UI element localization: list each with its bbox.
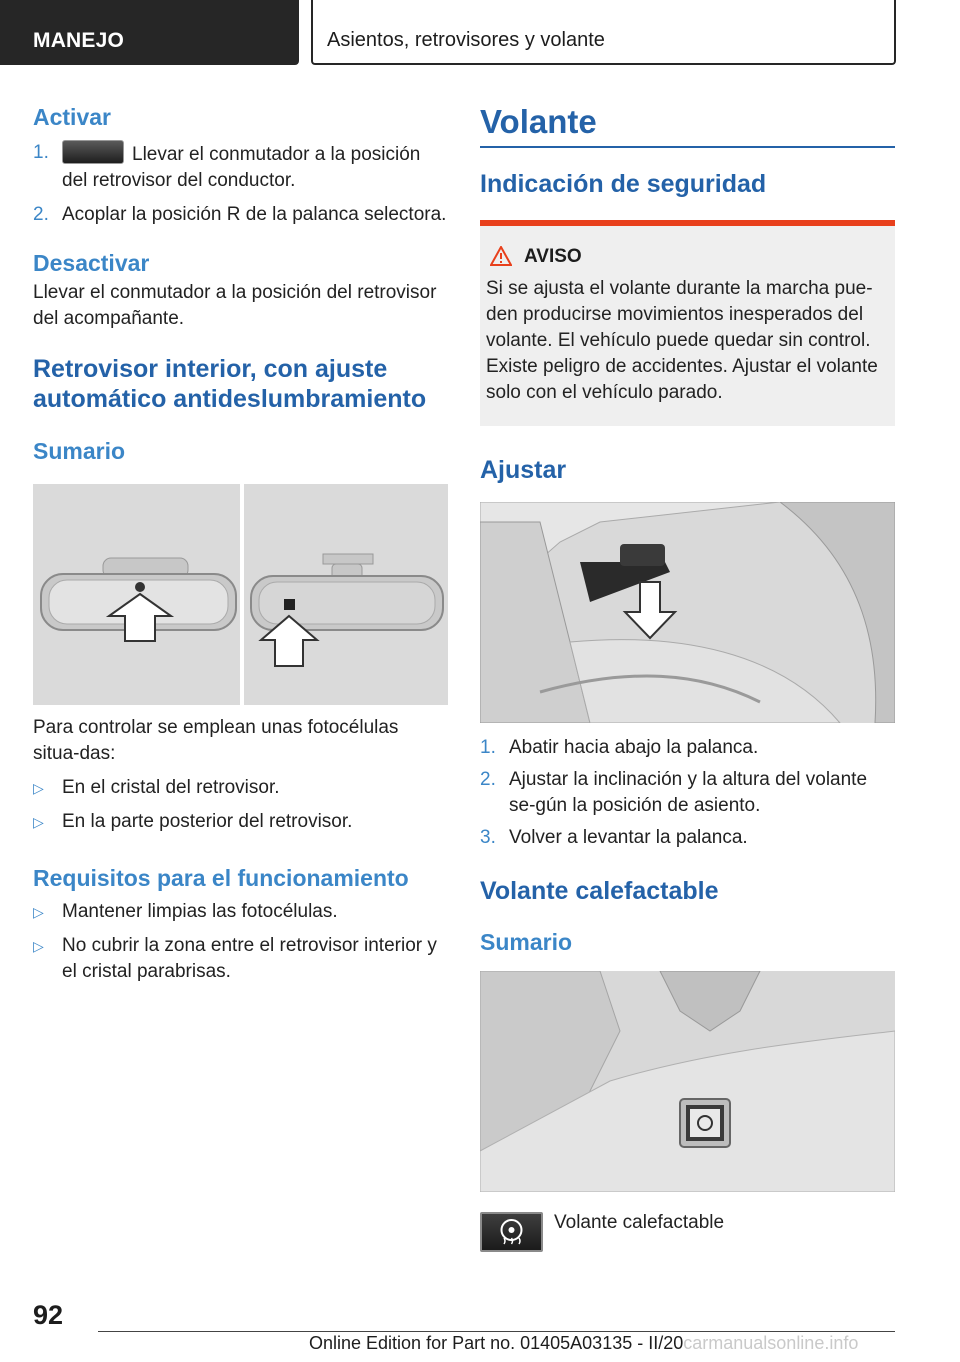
retrovisor-bullets [33, 775, 448, 835]
list-item [33, 899, 448, 925]
watermark: carmanualsonline.info [683, 1333, 859, 1353]
warning-header [486, 246, 881, 270]
retrovisor-intro: Para controlar se emplean unas fotocélulas situa‐das: [33, 717, 399, 764]
step-number: 1. [480, 737, 496, 758]
volante-heading-rule [480, 146, 895, 148]
volante-heading: Volante [480, 103, 597, 140]
bullet-text: No cubrir la zona entre el retrovisor interior y el cristal parabrisas. [62, 935, 437, 982]
ajustar-heading: Ajustar [480, 456, 567, 484]
calefactable-sumario-heading: Sumario [480, 929, 573, 955]
desactivar-text: Llevar el conmutador a la posición del retrovisor del acompañante. [33, 282, 437, 329]
heated-steering-button-illustration [480, 971, 895, 1192]
step-number: 2. [480, 769, 496, 790]
step-text: Abatir hacia abajo la palanca. [509, 737, 759, 758]
triangle-bullet-icon: ▷ [33, 814, 44, 830]
header-chapter-tab [311, 0, 896, 65]
heated-steering-caption: Volante calefactable [554, 1212, 725, 1233]
steering-lever-illustration [480, 502, 895, 723]
step-number: 3. [480, 827, 496, 848]
retrovisor-heading: Retrovisor interior, con ajuste automático antideslumbramiento [33, 355, 427, 413]
header-section-label: MANEJO [33, 29, 125, 52]
step-text: Ajustar la inclinación y la altura del volante se‐gún la posición de asiento. [509, 769, 868, 816]
bullet-text: En el cristal del retrovisor. [62, 777, 280, 798]
list-item [33, 809, 448, 835]
footer-rule [98, 1331, 895, 1332]
ajustar-steps [480, 735, 895, 851]
mirror-illustration [33, 484, 448, 705]
retrovisor-sumario-heading: Sumario [33, 438, 126, 464]
left-column [33, 100, 448, 985]
bullet-text: Mantener limpias las fotocélulas. [62, 901, 338, 922]
warning-triangle-icon [490, 246, 512, 266]
step-text: Acoplar la posición R de la palanca selectora. [62, 204, 447, 225]
list-item [33, 775, 448, 801]
step-number: 2. [33, 204, 49, 225]
activar-steps [33, 140, 448, 228]
list-item [480, 825, 895, 851]
list-item [480, 735, 895, 761]
activar-heading: Activar [33, 104, 111, 130]
footer-edition-text: Online Edition for Part no. 01405A03135 - II/20 [309, 1333, 684, 1353]
list-item [33, 202, 448, 228]
triangle-bullet-icon: ▷ [33, 780, 44, 796]
header-chapter-label: Asientos, retrovisores y volante [327, 29, 605, 51]
footer-edition [309, 1333, 858, 1354]
bullet-text: En la parte posterior del retrovisor. [62, 811, 353, 832]
warning-text: Si se ajusta el volante durante la marcha pue‐den producirse movimientos inesperados del volante. El vehículo puede quedar sin control. Existe peligro de accidentes. Ajustar el volante solo con el vehículo parado. [486, 278, 878, 403]
heated-steering-wheel-icon [480, 1212, 543, 1252]
list-item [33, 140, 448, 194]
seguridad-heading: Indicación de seguridad [480, 170, 767, 198]
warning-label: AVISO [524, 246, 582, 267]
right-column [480, 100, 895, 1256]
desactivar-heading: Desactivar [33, 250, 150, 276]
triangle-bullet-icon: ▷ [33, 904, 44, 920]
calefactable-heading: Volante calefactable [480, 877, 719, 905]
requisitos-bullets [33, 899, 448, 985]
page-number: 92 [33, 1300, 64, 1330]
step-text: Volver a levantar la palanca. [509, 827, 748, 848]
header-section-tab [0, 0, 299, 65]
list-item [33, 933, 448, 985]
step-number: 1. [33, 142, 49, 163]
triangle-bullet-icon: ▷ [33, 938, 44, 954]
heated-steering-legend [480, 1210, 895, 1256]
warning-box [480, 220, 895, 426]
requisitos-heading: Requisitos para el funcionamiento [33, 865, 409, 891]
step-text: Llevar el conmutador a la posición del retrovisor del conductor. [62, 144, 421, 191]
mirror-switch-icon [62, 140, 124, 164]
list-item [480, 767, 895, 819]
